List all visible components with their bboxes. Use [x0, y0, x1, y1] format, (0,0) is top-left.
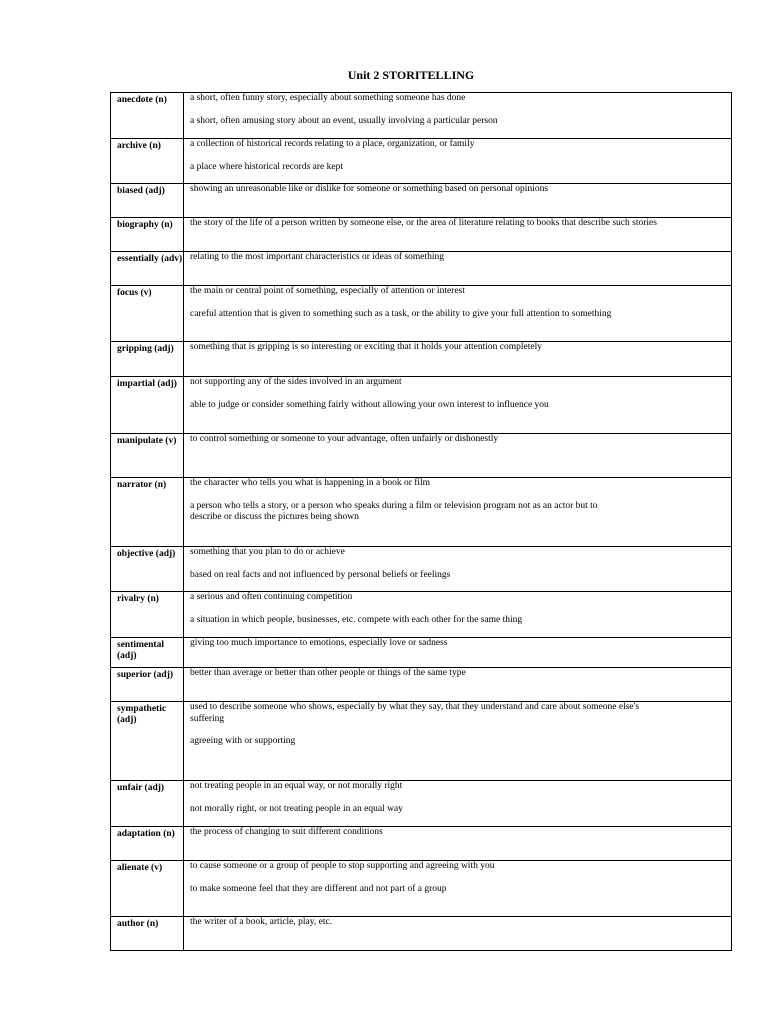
vocab-definition: not morally right, or not treating people in an equal way: [190, 803, 403, 814]
vocab-term: essentially (adv): [111, 252, 184, 286]
vocab-definition: able to judge or consider something fairly without allowing your own interest to influence you: [190, 399, 549, 410]
vocab-definition: the character who tells you what is happening in a book or film: [190, 478, 431, 488]
vocab-definition: better than average or better than other people or things of the same type: [190, 668, 466, 678]
vocab-definitions: [184, 93, 732, 139]
vocab-definition: to control something or someone to your advantage, often unfairly or dishonestly: [190, 434, 499, 444]
vocab-row: [111, 252, 732, 286]
vocab-definition: agreeing with or supporting: [190, 736, 296, 746]
vocab-definition: relating to the most important characteristics or ideas of something: [190, 252, 445, 262]
vocab-definition: a place where historical records are kept: [190, 161, 343, 172]
vocab-term: manipulate (v): [111, 434, 184, 478]
vocab-definition: the process of changing to suit different conditions: [190, 827, 383, 837]
vocab-term: narrator (n): [111, 478, 184, 547]
vocab-row: [111, 917, 732, 951]
vocab-definition: something that is gripping is so interesting or exciting that it holds your attention completely: [190, 342, 542, 352]
vocab-term: sentimental (adj): [111, 638, 184, 668]
vocab-definition: to cause someone or a group of people to stop supporting and agreeing with you: [190, 861, 495, 871]
vocab-row: [111, 547, 732, 592]
vocab-row: [111, 93, 732, 139]
vocab-row: [111, 668, 732, 702]
vocab-definitions: [184, 668, 732, 702]
vocab-row: [111, 638, 732, 668]
vocabulary-table: [110, 92, 732, 951]
vocab-definition: used to describe someone who shows, especially by what they say, that they understand and care about someone else's suffering: [190, 702, 640, 724]
vocab-definition: not supporting any of the sides involved in an argument: [190, 377, 402, 387]
vocab-definitions: [184, 184, 732, 218]
vocab-row: [111, 592, 732, 638]
vocab-term: impartial (adj): [111, 377, 184, 434]
vocab-definitions: [184, 592, 732, 638]
vocab-row: [111, 377, 732, 434]
vocab-term: anecdote (n): [111, 93, 184, 139]
vocab-term: biography (n): [111, 218, 184, 252]
vocab-term: alienate (v): [111, 861, 184, 917]
vocab-definition: a short, often amusing story about an event, usually involving a particular person: [190, 115, 498, 126]
vocab-definitions: [184, 547, 732, 592]
vocab-definition: something that you plan to do or achieve: [190, 547, 345, 557]
vocab-row: [111, 342, 732, 377]
vocab-term: author (n): [111, 917, 184, 951]
vocab-term: superior (adj): [111, 668, 184, 702]
vocab-definition: a situation in which people, businesses, etc. compete with each other for the same thing: [190, 614, 523, 625]
vocab-definition: a person who tells a story, or a person who speaks during a film or television program not as an actor but to describe or discuss the pictures being shown: [190, 500, 598, 522]
vocab-term: sympathetic (adj): [111, 702, 184, 781]
vocab-definition: showing an unreasonable like or dislike for someone or something based on personal opinions: [190, 184, 549, 194]
vocab-row: [111, 184, 732, 218]
vocab-definition: not treating people in an equal way, or not morally right: [190, 781, 403, 791]
vocab-definition: the writer of a book, article, play, etc.: [190, 917, 333, 927]
vocab-definitions: [184, 478, 732, 547]
vocab-definitions: [184, 434, 732, 478]
vocab-definitions: [184, 377, 732, 434]
vocab-definition: the story of the life of a person written by someone else, or the area of literature relating to books that describe such stories: [190, 218, 657, 228]
vocab-row: [111, 139, 732, 184]
vocab-definitions: [184, 139, 732, 184]
vocab-definition: a serious and often continuing competition: [190, 592, 353, 602]
vocab-definition: to make someone feel that they are different and not part of a group: [190, 883, 447, 894]
vocab-definition: based on real facts and not influenced by personal beliefs or feelings: [190, 569, 451, 580]
vocab-row: [111, 434, 732, 478]
vocab-term: unfair (adj): [111, 781, 184, 827]
vocab-definition: giving too much importance to emotions, especially love or sadness: [190, 638, 448, 648]
vocab-definitions: [184, 917, 732, 951]
vocab-term: biased (adj): [111, 184, 184, 218]
vocabulary-table-body: [111, 93, 732, 951]
vocab-row: [111, 861, 732, 917]
vocab-definition: a short, often funny story, especially about something someone has done: [190, 93, 466, 103]
vocab-definitions: [184, 827, 732, 861]
vocab-row: [111, 781, 732, 827]
vocab-row: [111, 218, 732, 252]
vocab-term: objective (adj): [111, 547, 184, 592]
page-title: Unit 2 STORITELLING: [347, 68, 475, 82]
vocab-definitions: [184, 342, 732, 377]
vocab-definition: a collection of historical records relating to a place, organization, or family: [190, 139, 475, 149]
vocab-row: [111, 827, 732, 861]
vocab-term: focus (v): [111, 286, 184, 342]
vocab-row: [111, 478, 732, 547]
vocab-definition: the main or central point of something, especially of attention or interest: [190, 286, 465, 296]
vocab-term: rivalry (n): [111, 592, 184, 638]
vocab-term: adaptation (n): [111, 827, 184, 861]
vocab-definitions: [184, 861, 732, 917]
vocab-definitions: [184, 638, 732, 668]
vocab-term: archive (n): [111, 139, 184, 184]
vocab-definitions: [184, 286, 732, 342]
vocab-definitions: [184, 218, 732, 252]
vocab-row: [111, 702, 732, 781]
vocab-term: gripping (adj): [111, 342, 184, 377]
vocab-definitions: [184, 252, 732, 286]
vocab-definitions: [184, 781, 732, 827]
vocab-definition: careful attention that is given to something such as a task, or the ability to give your full attention to something: [190, 308, 612, 319]
vocab-row: [111, 286, 732, 342]
vocab-definitions: [184, 702, 732, 781]
